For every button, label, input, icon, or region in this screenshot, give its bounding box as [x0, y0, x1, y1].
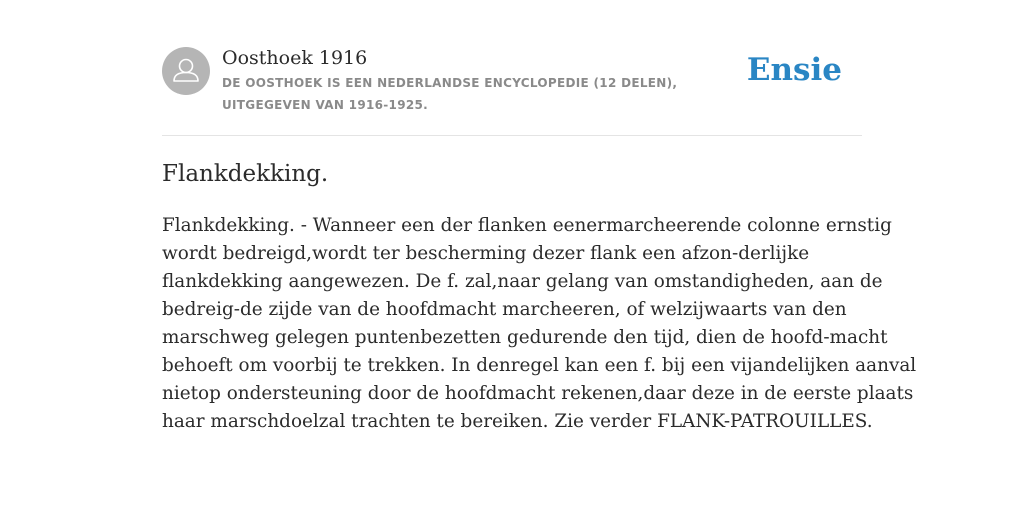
- article-body-line: bedreig-de zijde van de hoofdmacht marcheeren, of welzijwaarts van den: [162, 299, 847, 320]
- article-body-line: marschweg gelegen puntenbezetten gedurende den tijd, dien de hoofd-macht: [162, 327, 888, 348]
- article-body-line: nietop ondersteuning door de hoofdmacht rekenen,daar deze in de eerste plaats: [162, 383, 914, 404]
- article-body: [162, 212, 917, 436]
- article-body-line: haar marschdoelzal trachten te bereiken. Zie verder FLANK-PATROUILLES.: [162, 411, 873, 432]
- user-icon: [162, 47, 210, 95]
- source-avatar[interactable]: [162, 47, 210, 95]
- article-body-line: Flankdekking. - Wanneer een der flanken eenermarcheerende colonne ernstig: [162, 215, 892, 236]
- source-title[interactable]: Oosthoek 1916: [222, 47, 368, 69]
- article-body-line: behoeft om voorbij te trekken. In denregel kan een f. bij een vijandelijken aanval: [162, 355, 917, 376]
- article-title: Flankdekking.: [162, 161, 329, 187]
- source-header: [162, 44, 862, 136]
- source-description: DE OOSTHOEK IS EEN NEDERLANDSE ENCYCLOPEDIE (12 DELEN), UITGEGEVEN VAN 1916-1925.: [222, 76, 678, 112]
- ensie-logo-link[interactable]: Ensie: [746, 52, 842, 88]
- article-body-line: flankdekking aangewezen. De f. zal,naar gelang van omstandigheden, aan de: [162, 271, 883, 292]
- article-body-line: wordt bedreigd,wordt ter bescherming dezer flank een afzon-derlijke: [162, 243, 810, 264]
